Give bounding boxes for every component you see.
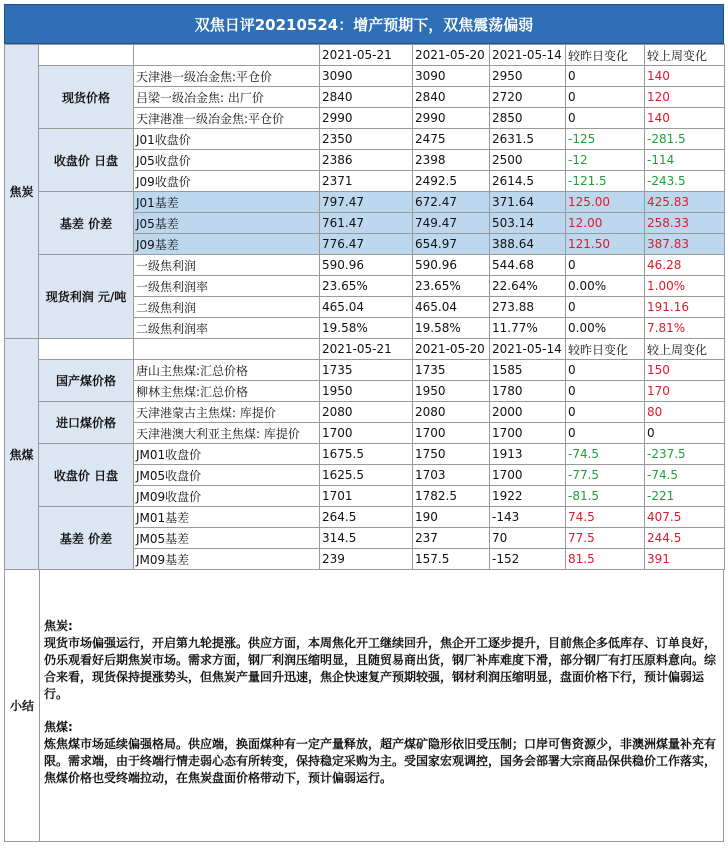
table-row — [5, 66, 725, 87]
category-label: 焦煤 — [5, 339, 39, 570]
row-label: JM01收盘价 — [134, 444, 320, 465]
category-label: 焦炭 — [5, 45, 39, 339]
value-cell: 264.5 — [320, 507, 413, 528]
change-cell: 0 — [566, 360, 645, 381]
change-cell: 0 — [645, 423, 725, 444]
value-cell: 1735 — [320, 360, 413, 381]
table-row — [5, 255, 725, 276]
summary-section — [4, 570, 724, 842]
change-cell: 0.00% — [566, 318, 645, 339]
value-cell: 2080 — [320, 402, 413, 423]
value-cell: 1701 — [320, 486, 413, 507]
value-cell: 11.77% — [490, 318, 566, 339]
change-cell: 81.5 — [566, 549, 645, 570]
column-header: 2021-05-20 — [413, 45, 490, 66]
change-cell: 12.00 — [566, 213, 645, 234]
change-cell: 150 — [645, 360, 725, 381]
column-header: 较上周变化 — [645, 45, 725, 66]
group-label: 进口煤价格 — [39, 402, 134, 444]
change-cell: 425.83 — [645, 192, 725, 213]
value-cell: 2614.5 — [490, 171, 566, 192]
change-cell: 391 — [645, 549, 725, 570]
row-label: 天津港一级冶金焦:平仓价 — [134, 66, 320, 87]
change-cell: 80 — [645, 402, 725, 423]
value-cell: 654.97 — [413, 234, 490, 255]
change-cell: -221 — [645, 486, 725, 507]
value-cell: 2840 — [320, 87, 413, 108]
change-cell: 170 — [645, 381, 725, 402]
value-cell: 19.58% — [413, 318, 490, 339]
row-label: J09基差 — [134, 234, 320, 255]
value-cell: 1700 — [413, 423, 490, 444]
header-row — [5, 339, 725, 360]
table-row — [5, 444, 725, 465]
value-cell: 2475 — [413, 129, 490, 150]
change-cell: 46.28 — [645, 255, 725, 276]
row-label: JM05收盘价 — [134, 465, 320, 486]
change-cell: -77.5 — [566, 465, 645, 486]
value-cell: 2990 — [413, 108, 490, 129]
value-cell: 544.68 — [490, 255, 566, 276]
value-cell: 1700 — [320, 423, 413, 444]
change-cell: 77.5 — [566, 528, 645, 549]
change-cell: 7.81% — [645, 318, 725, 339]
change-cell: -125 — [566, 129, 645, 150]
group-label: 收盘价 日盘 — [39, 129, 134, 192]
change-cell: 125.00 — [566, 192, 645, 213]
header-blank — [134, 339, 320, 360]
change-cell: 0 — [566, 87, 645, 108]
change-cell: -12 — [566, 150, 645, 171]
value-cell: 371.64 — [490, 192, 566, 213]
row-label: J05基差 — [134, 213, 320, 234]
value-cell: 2386 — [320, 150, 413, 171]
value-cell: 503.14 — [490, 213, 566, 234]
row-label: 吕梁一级冶金焦: 出厂价 — [134, 87, 320, 108]
group-label: 国产煤价格 — [39, 360, 134, 402]
value-cell: 590.96 — [320, 255, 413, 276]
change-cell: 140 — [645, 108, 725, 129]
row-label: J01基差 — [134, 192, 320, 213]
table-row — [5, 192, 725, 213]
row-label: 天津港准一级冶金焦:平仓价 — [134, 108, 320, 129]
header-blank — [134, 45, 320, 66]
change-cell: 387.83 — [645, 234, 725, 255]
header-blank — [39, 45, 134, 66]
group-label: 基差 价差 — [39, 192, 134, 255]
value-cell: 776.47 — [320, 234, 413, 255]
header-blank — [39, 339, 134, 360]
change-cell: -81.5 — [566, 486, 645, 507]
row-label: 二级焦利润 — [134, 297, 320, 318]
value-cell: 1700 — [490, 465, 566, 486]
coal-summary-body: 炼焦煤市场延续偏强格局。供应端，换面煤种有一定产量释放，超产煤矿隐形依旧受压制；口岸可售资源少，非澳洲煤量补充有限。需求端，由于终端行情走弱心态有所转变，保持稳定采购为主。受国家宏观调控，国务会部署大宗商品保供稳价工作落实，焦煤价格也受终端拉动，在焦炭盘面价格带动下，预计偏弱运行。 — [44, 737, 717, 785]
change-cell: -74.5 — [566, 444, 645, 465]
value-cell: 388.64 — [490, 234, 566, 255]
row-label: J05收盘价 — [134, 150, 320, 171]
change-cell: 0 — [566, 423, 645, 444]
column-header: 2021-05-14 — [490, 45, 566, 66]
value-cell: 1735 — [413, 360, 490, 381]
group-label: 基差 价差 — [39, 507, 134, 570]
value-cell: 2950 — [490, 66, 566, 87]
change-cell: 140 — [645, 66, 725, 87]
row-label: 一级焦利润率 — [134, 276, 320, 297]
value-cell: 1922 — [490, 486, 566, 507]
row-label: JM09基差 — [134, 549, 320, 570]
row-label: 天津港蒙古主焦煤: 库提价 — [134, 402, 320, 423]
header-row — [5, 45, 725, 66]
value-cell: 1625.5 — [320, 465, 413, 486]
coke-summary-title: 焦炭: — [44, 619, 73, 633]
value-cell: 157.5 — [413, 549, 490, 570]
value-cell: 3090 — [413, 66, 490, 87]
value-cell: 1782.5 — [413, 486, 490, 507]
value-cell: 23.65% — [413, 276, 490, 297]
value-cell: 2492.5 — [413, 171, 490, 192]
change-cell: -281.5 — [645, 129, 725, 150]
change-cell: 407.5 — [645, 507, 725, 528]
value-cell: 2720 — [490, 87, 566, 108]
row-label: 唐山主焦煤:汇总价格 — [134, 360, 320, 381]
value-cell: 465.04 — [413, 297, 490, 318]
value-cell: 1780 — [490, 381, 566, 402]
value-cell: 70 — [490, 528, 566, 549]
group-label: 现货利润 元/吨 — [39, 255, 134, 339]
value-cell: 23.65% — [320, 276, 413, 297]
value-cell: 1950 — [320, 381, 413, 402]
value-cell: 465.04 — [320, 297, 413, 318]
value-cell: 2500 — [490, 150, 566, 171]
value-cell: 2000 — [490, 402, 566, 423]
row-label: J09收盘价 — [134, 171, 320, 192]
column-header: 2021-05-21 — [320, 339, 413, 360]
value-cell: 22.64% — [490, 276, 566, 297]
value-cell: 2371 — [320, 171, 413, 192]
summary-label: 小结 — [5, 570, 40, 841]
change-cell: 74.5 — [566, 507, 645, 528]
column-header: 2021-05-20 — [413, 339, 490, 360]
column-header: 较昨日变化 — [566, 45, 645, 66]
change-cell: 1.00% — [645, 276, 725, 297]
column-header: 较上周变化 — [645, 339, 725, 360]
value-cell: 19.58% — [320, 318, 413, 339]
change-cell: -114 — [645, 150, 725, 171]
change-cell: 0 — [566, 108, 645, 129]
change-cell: 0 — [566, 255, 645, 276]
value-cell: 1703 — [413, 465, 490, 486]
column-header: 2021-05-21 — [320, 45, 413, 66]
group-label: 收盘价 日盘 — [39, 444, 134, 507]
coke-summary-body: 现货市场偏强运行，开启第九轮提涨。供应方面，本周焦化开工继续回升，焦企开工逐步提升，目前焦企多低库存、订单良好，仍乐观看好后期焦炭市场。需求方面，钢厂利润压缩明显，且随贸易商出货，钢厂补库难度下滑，部分钢厂有打压原料意向。综合来看，现货保持提涨势头，但焦炭产量回升迅速，焦企快速复产预期较强，钢材利润压缩明显，盘面价格下行，预计偏弱运行。 — [44, 636, 717, 701]
value-cell: 1675.5 — [320, 444, 413, 465]
report-sheet — [4, 4, 724, 842]
value-cell: 2350 — [320, 129, 413, 150]
value-cell: 237 — [413, 528, 490, 549]
row-label: 柳林主焦煤:汇总价格 — [134, 381, 320, 402]
change-cell: 244.5 — [645, 528, 725, 549]
change-cell: 258.33 — [645, 213, 725, 234]
row-label: JM05基差 — [134, 528, 320, 549]
row-label: JM01基差 — [134, 507, 320, 528]
group-label: 现货价格 — [39, 66, 134, 129]
value-cell: 1950 — [413, 381, 490, 402]
table-row — [5, 507, 725, 528]
value-cell: 797.47 — [320, 192, 413, 213]
coal-summary-title: 焦煤: — [44, 720, 73, 734]
change-cell: -121.5 — [566, 171, 645, 192]
value-cell: 1913 — [490, 444, 566, 465]
row-label: JM09收盘价 — [134, 486, 320, 507]
value-cell: 314.5 — [320, 528, 413, 549]
value-cell: 2080 — [413, 402, 490, 423]
change-cell: 120 — [645, 87, 725, 108]
column-header: 较昨日变化 — [566, 339, 645, 360]
value-cell: 239 — [320, 549, 413, 570]
change-cell: 0.00% — [566, 276, 645, 297]
change-cell: 0 — [566, 297, 645, 318]
value-cell: 672.47 — [413, 192, 490, 213]
value-cell: 749.47 — [413, 213, 490, 234]
row-label: J01收盘价 — [134, 129, 320, 150]
value-cell: 761.47 — [320, 213, 413, 234]
value-cell: 2990 — [320, 108, 413, 129]
value-cell: 2398 — [413, 150, 490, 171]
table-row — [5, 360, 725, 381]
table-row — [5, 129, 725, 150]
value-cell: 590.96 — [413, 255, 490, 276]
change-cell: 0 — [566, 402, 645, 423]
value-cell: 2840 — [413, 87, 490, 108]
value-cell: 190 — [413, 507, 490, 528]
column-header: 2021-05-14 — [490, 339, 566, 360]
value-cell: 273.88 — [490, 297, 566, 318]
value-cell: 1750 — [413, 444, 490, 465]
change-cell: 191.16 — [645, 297, 725, 318]
change-cell: 0 — [566, 381, 645, 402]
row-label: 天津港澳大利亚主焦煤: 库提价 — [134, 423, 320, 444]
table-row — [5, 402, 725, 423]
value-cell: 2631.5 — [490, 129, 566, 150]
row-label: 一级焦利润 — [134, 255, 320, 276]
data-table — [4, 44, 725, 570]
summary-text — [40, 570, 723, 841]
value-cell: 1700 — [490, 423, 566, 444]
change-cell: -74.5 — [645, 465, 725, 486]
value-cell: 2850 — [490, 108, 566, 129]
value-cell: 1585 — [490, 360, 566, 381]
value-cell: 3090 — [320, 66, 413, 87]
row-label: 二级焦利润率 — [134, 318, 320, 339]
value-cell: -143 — [490, 507, 566, 528]
change-cell: -243.5 — [645, 171, 725, 192]
change-cell: 121.50 — [566, 234, 645, 255]
value-cell: -152 — [490, 549, 566, 570]
change-cell: 0 — [566, 66, 645, 87]
change-cell: -237.5 — [645, 444, 725, 465]
report-title: 双焦日评20210524：增产预期下，双焦震荡偏弱 — [4, 4, 724, 44]
